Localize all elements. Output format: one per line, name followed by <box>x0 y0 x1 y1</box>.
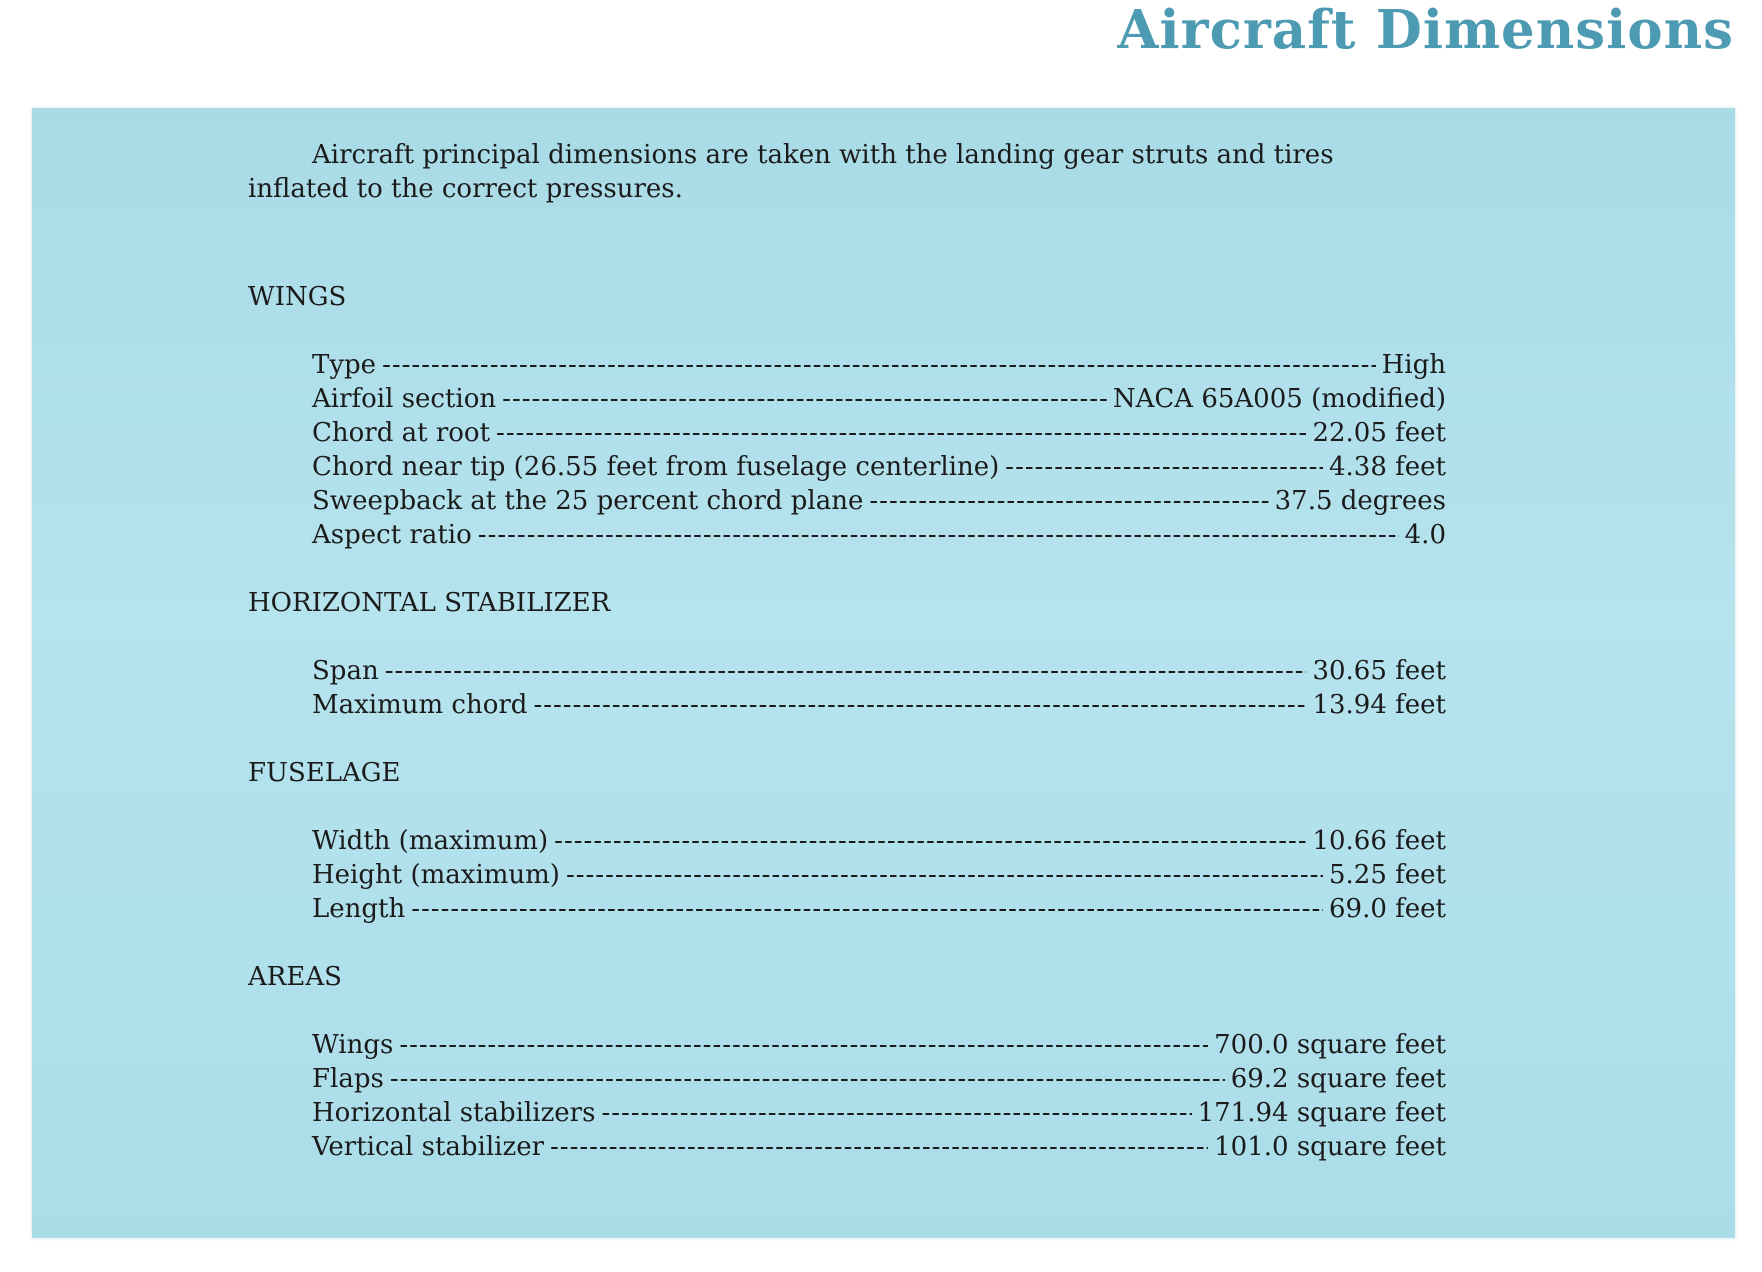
spec-value: 4.38 feet <box>1329 452 1446 482</box>
dotted-leader <box>390 1062 1225 1096</box>
spec-value: NACA 65A005 (modified) <box>1112 384 1446 414</box>
spec-row-height <box>312 858 1446 892</box>
spec-value: 5.25 feet <box>1329 860 1446 890</box>
spec-value: 69.2 square feet <box>1230 1064 1446 1094</box>
spec-label: Width (maximum) <box>312 826 549 856</box>
spec-label: Height (maximum) <box>312 860 560 890</box>
spec-row-sweepback <box>312 484 1446 518</box>
dotted-leader <box>385 654 1307 688</box>
spec-label: Airfoil section <box>312 384 497 414</box>
spec-label: Maximum chord <box>312 690 528 720</box>
dotted-leader <box>411 892 1323 926</box>
dotted-leader <box>502 382 1107 416</box>
dotted-leader <box>601 1096 1191 1130</box>
page-title: Aircraft Dimensions <box>1117 0 1734 61</box>
spec-label: Span <box>312 656 379 686</box>
dotted-leader <box>478 518 1399 552</box>
spec-value: 700.0 square feet <box>1214 1030 1446 1060</box>
spec-label: Type <box>312 350 377 380</box>
spec-label: Aspect ratio <box>312 520 472 550</box>
spec-row-airfoil-section <box>312 382 1446 416</box>
spec-row-flaps-area <box>312 1062 1446 1096</box>
spec-value: 22.05 feet <box>1312 418 1446 448</box>
spec-label: Flaps <box>312 1064 384 1094</box>
spec-row-wing-type <box>312 348 1446 382</box>
spec-row-width <box>312 824 1446 858</box>
intro-text: Aircraft principal dimensions are taken with the landing gear struts and tires inflated to the correct pressures. <box>248 140 1334 204</box>
dotted-leader <box>533 688 1306 722</box>
spec-row-chord-at-root <box>312 416 1446 450</box>
dotted-leader <box>382 348 1376 382</box>
spec-row-maximum-chord <box>312 688 1446 722</box>
section-heading-horizontal-stabilizer: HORIZONTAL STABILIZER <box>248 588 611 618</box>
dotted-leader <box>496 416 1306 450</box>
spec-label: Horizontal stabilizers <box>312 1098 596 1128</box>
spec-row-length <box>312 892 1446 926</box>
spec-value: High <box>1381 350 1446 380</box>
spec-label: Chord near tip (26.55 feet from fuselage centerline) <box>312 452 1000 482</box>
section-heading-fuselage: FUSELAGE <box>248 758 401 788</box>
spec-value: 13.94 feet <box>1312 690 1446 720</box>
spec-label: Chord at root <box>312 418 491 448</box>
spec-label: Length <box>312 894 406 924</box>
dotted-leader <box>554 824 1306 858</box>
spec-label: Wings <box>312 1030 394 1060</box>
spec-value: 69.0 feet <box>1329 894 1446 924</box>
spec-row-chord-near-tip <box>312 450 1446 484</box>
dotted-leader <box>566 858 1323 892</box>
spec-row-horizontal-stabilizers-area <box>312 1096 1446 1130</box>
spec-value: 4.0 <box>1404 520 1446 550</box>
intro-paragraph <box>248 138 1348 206</box>
spec-label: Sweepback at the 25 percent chord plane <box>312 486 864 516</box>
spec-value: 101.0 square feet <box>1214 1132 1446 1162</box>
spec-value: 37.5 degrees <box>1274 486 1446 516</box>
section-heading-areas: AREAS <box>248 962 342 992</box>
dotted-leader <box>399 1028 1208 1062</box>
spec-row-wings-area <box>312 1028 1446 1062</box>
spec-row-span <box>312 654 1446 688</box>
dotted-leader <box>1005 450 1323 484</box>
spec-value: 10.66 feet <box>1312 826 1446 856</box>
dotted-leader <box>550 1130 1208 1164</box>
section-heading-wings: WINGS <box>248 282 347 312</box>
dotted-leader <box>869 484 1268 518</box>
spec-label: Vertical stabilizer <box>312 1132 545 1162</box>
spec-value: 30.65 feet <box>1312 656 1446 686</box>
spec-row-vertical-stabilizer-area <box>312 1130 1446 1164</box>
spec-row-aspect-ratio <box>312 518 1446 552</box>
spec-value: 171.94 square feet <box>1197 1098 1446 1128</box>
